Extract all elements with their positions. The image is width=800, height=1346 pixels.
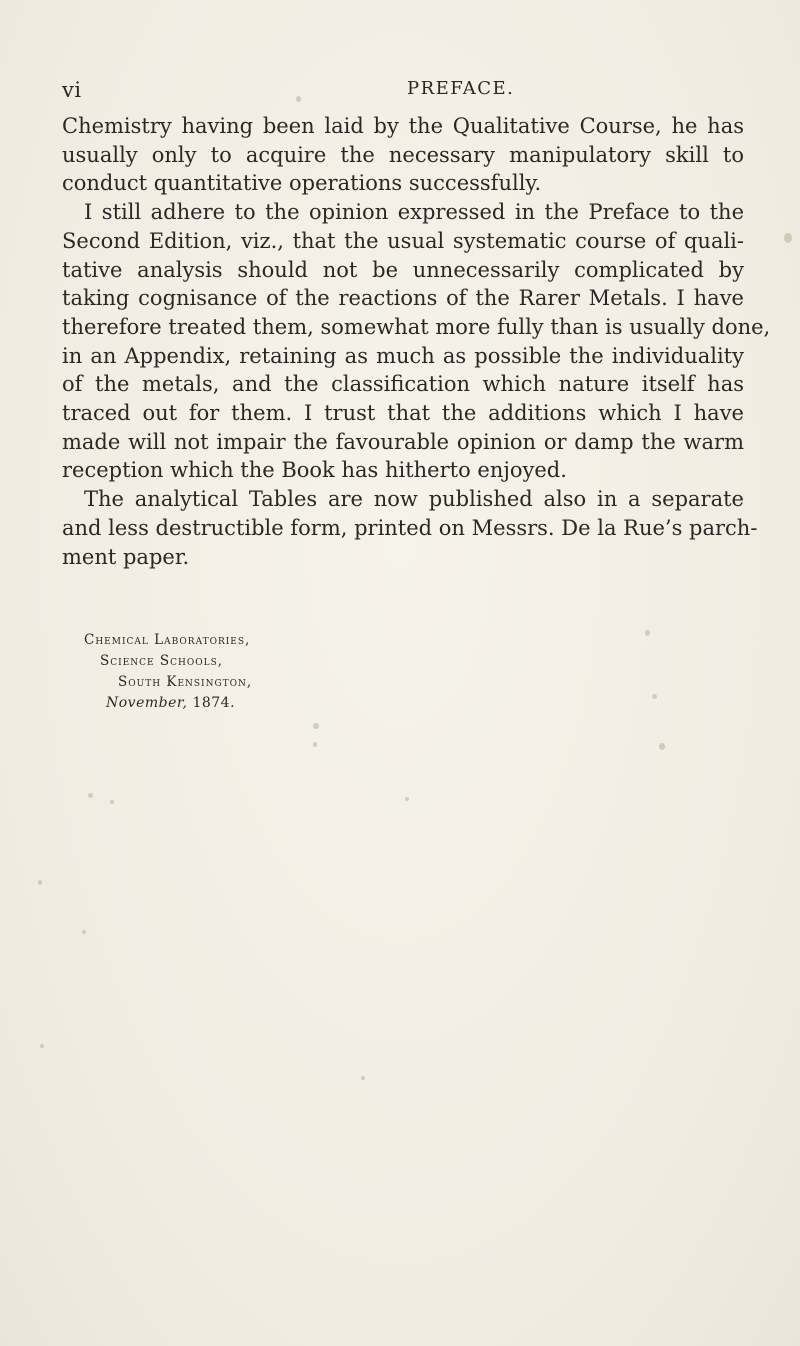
foxing-spot [110, 800, 114, 804]
foxing-spot [40, 1044, 44, 1048]
foxing-spot [659, 743, 665, 750]
text-line: Second Edition, viz., that the usual systematic course of quali- [62, 228, 744, 253]
text-line: usually only to acquire the necessary manipulatory skill to [62, 142, 744, 167]
foxing-spot [652, 694, 657, 699]
paragraph-1 [62, 112, 744, 198]
text-line: and less destructible form, printed on Messrs. De la Rue’s parch- [62, 515, 758, 540]
text-line: Chemistry having been laid by the Qualitative Course, he has [62, 114, 744, 138]
text-line: of the metals, and the classification which nature itself has [62, 372, 744, 397]
foxing-spot [38, 880, 42, 885]
body-text [62, 112, 771, 571]
page-header [62, 78, 742, 102]
foxing-spot [88, 793, 93, 798]
foxing-spot [361, 1076, 365, 1080]
running-head: PREFACE. [407, 78, 515, 99]
signature-month: November, [106, 695, 188, 711]
foxing-spot [82, 930, 86, 934]
paragraph-2 [62, 198, 771, 485]
foxing-spot [313, 723, 319, 729]
signature-block [84, 630, 252, 714]
text-line: conduct quantitative operations successfully. [62, 171, 542, 196]
text-line: ment paper. [62, 544, 190, 569]
text-line: therefore treated them, somewhat more fully than is usually done, [62, 314, 771, 339]
foxing-spot [313, 742, 317, 747]
text-line: made will not impair the favourable opinion or damp the warm [62, 429, 744, 454]
text-line: tative analysis should not be unnecessarily complicated by [62, 257, 744, 282]
text-line: The analytical Tables are now published also in a separate [84, 487, 744, 512]
signature-institution: Chemical Laboratories, [84, 632, 251, 648]
foxing-spot [645, 630, 650, 636]
page-number: vi [62, 78, 82, 102]
signature-year: 1874. [192, 695, 236, 711]
foxing-spot [405, 797, 409, 801]
text-line: I still adhere to the opinion expressed in the Preface to the [84, 200, 744, 225]
foxing-spot [296, 96, 301, 102]
text-line: reception which the Book has hitherto enjoyed. [62, 458, 567, 483]
text-line: taking cognisance of the reactions of the Rarer Metals. I have [62, 286, 744, 311]
paragraph-3 [62, 485, 758, 571]
signature-date [84, 693, 252, 714]
text-line: in an Appendix, retaining as much as possible the individuality [62, 343, 744, 368]
text-line: traced out for them. I trust that the additions which I have [62, 401, 744, 426]
signature-department: Science Schools, [100, 653, 224, 669]
foxing-spot [784, 233, 792, 243]
signature-location: South Kensington, [118, 674, 253, 690]
